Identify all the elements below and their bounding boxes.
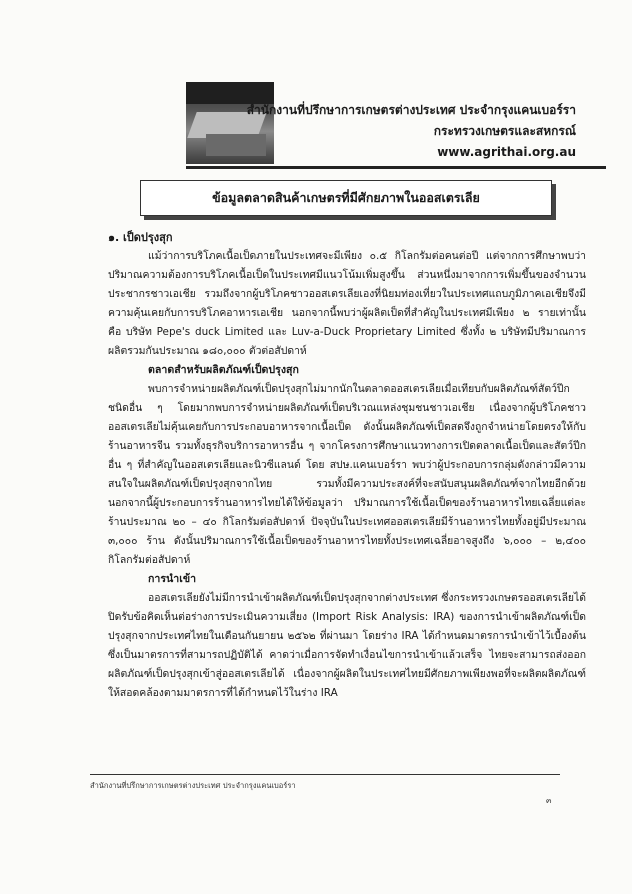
paragraph-market: พบการจำหน่ายผลิตภัณฑ์เป็ดปรุงสุกไม่มากนักในตลาดออสเตรเลียเมื่อเทียบกับผลิตภัณฑ์สัตว์ปีกชนิดอื่น ๆ โดยมากพบการจำหน่ายผลิตภัณฑ์เป็ดบริเวณแหล่งชุมชนชาวเอเชีย เนื่องจากผู้บริโภคชาวออสเตรเลียไม่คุ้นเคยกับการประกอบอาหารจากเนื้อเป็ด ดังนั้นผลิตภัณฑ์เป็ดสดจึงถูกจำหน่ายโดยตรงให้กับร้านอาหารจีน รวมทั้งธุรกิจบริการอาหารอื่น ๆ จากโครงการศึกษาแนวทางการเปิดตลาดเนื้อเป็ดและสัตว์ปีกอื่น ๆ ที่สำคัญในออสเตรเลียและนิวซีแลนด์ โดย สปษ.แคนเบอร์รา พบว่าผู้ประกอบการกลุ่มดังกล่าวมีความสนใจในผลิตภัณฑ์เป็ดปรุงสุกจากไทย รวมทั้งมีความประสงค์ที่จะสนับสนุนผลิตภัณฑ์จากไทยอีกด้วย นอกจากนี้ผู้ประกอบการร้านอาหารไทยได้ให้ข้อมูลว่า ปริมาณการใช้เนื้อเป็ดของร้านอาหารไทยเฉลี่ยแต่ละร้านประมาณ ๒๐ – ๔๐ กิโลกรัมต่อสัปดาห์ ปัจจุบันในประเทศออสเตรเลียมีร้านอาหารไทยทั้งอยู่มีประมาณ ๓,๐๐๐ ร้าน ดังนั้นปริมาณการใช้เนื้อเป็ดของร้านอาหารไทยทั้งประเทศเฉลี่ยอาจสูงถึง ๖,๐๐๐ – ๒,๔๐๐ กิโลกรัมต่อสัปดาห์ [108,383,586,566]
section-cooked-duck [108,228,586,703]
paragraph-consumption: แม้ว่าการบริโภคเนื้อเป็ดภายในประเทศจะมีเพียง ๐.๕ กิโลกรัมต่อคนต่อปี แต่จากการศึกษาพบว่าปริมาณความต้องการบริโภคเนื้อเป็ดในประเทศมีแนวโน้มเพิ่มสูงขึ้น ส่วนหนึ่งมาจากการเพิ่มขึ้นของจำนวนประชากรชาวเอเชีย รวมถึงจากผู้บริโภคชาวออสเตรเลียเองที่นิยมท่องเที่ยวในประเทศแถบภูมิภาคเอเชียจึงมีความคุ้นเคยกับการบริโภคอาหารเอเชีย นอกจากนี้พบว่าผู้ผลิตเป็ดที่สำคัญในประเทศมีเพียง ๒ รายเท่านั้น คือ บริษัท Pepe's duck Limited และ Luv-a-Duck Proprietary Limited ซึ่งทั้ง ๒ บริษัทมีปริมาณการผลิตรวมกันประมาณ ๑๘๐,๐๐๐ ตัวต่อสัปดาห์ [108,250,586,357]
subheading-market: ตลาดสำหรับผลิตภัณฑ์เป็ดปรุงสุก [148,364,299,376]
document-title [140,180,552,216]
website-link[interactable]: www.agrithai.org.au [437,145,576,159]
ministry-name: กระทรวงเกษตรและสหกรณ์ [433,124,576,138]
header-divider [186,166,606,169]
subheading-import: การนำเข้า [148,573,197,585]
paragraph-import: ออสเตรเลียยังไม่มีการนำเข้าผลิตภัณฑ์เป็ดปรุงสุกจากต่างประเทศ ซึ่งกระทรวงเกษตรออสเตรเลียได้ปิดรับข้อคิดเห็นต่อร่างการประเมินความเสี่ยง (Import Risk Analysis: IRA) ของการนำเข้าผลิตภัณฑ์เป็ดปรุงสุกจากประเทศไทยในเดือนกันยายน ๒๕๖๒ ที่ผ่านมา โดยร่าง IRA ได้กำหนดมาตรการนำเข้าไว้เบื้องต้น ซึ่งเป็นมาตรการที่สามารถปฏิบัติได้ คาดว่าเมื่อการจัดทำเงื่อนไขการนำเข้าแล้วเสร็จ ไทยจะสามารถส่งออกผลิตภัณฑ์เป็ดปรุงสุกเข้าสู่ออสเตรเลียได้ เนื่องจากผู้ผลิตในประเทศไทยมีศักยภาพเพียงพอที่จะผลิตผลิตภัณฑ์ให้สอดคล้องตามมาตรการที่ได้กำหนดไว้ในร่าง IRA [108,592,586,699]
header-text [247,100,576,163]
section-heading: ๑. เป็ดปรุงสุก [108,231,173,244]
footer-text: สำนักงานที่ปรึกษาการเกษตรต่างประเทศ ประจำกรุงแคนเบอร์รา [90,781,296,790]
org-name: สำนักงานที่ปรึกษาการเกษตรต่างประเทศ ประจำกรุงแคนเบอร์รา [246,103,576,117]
footer-divider [90,774,560,775]
document-title-text: ข้อมูลตลาดสินค้าเกษตรที่มีศักยภาพในออสเตรเลีย [212,190,480,205]
page-number: ๓ [546,796,552,805]
